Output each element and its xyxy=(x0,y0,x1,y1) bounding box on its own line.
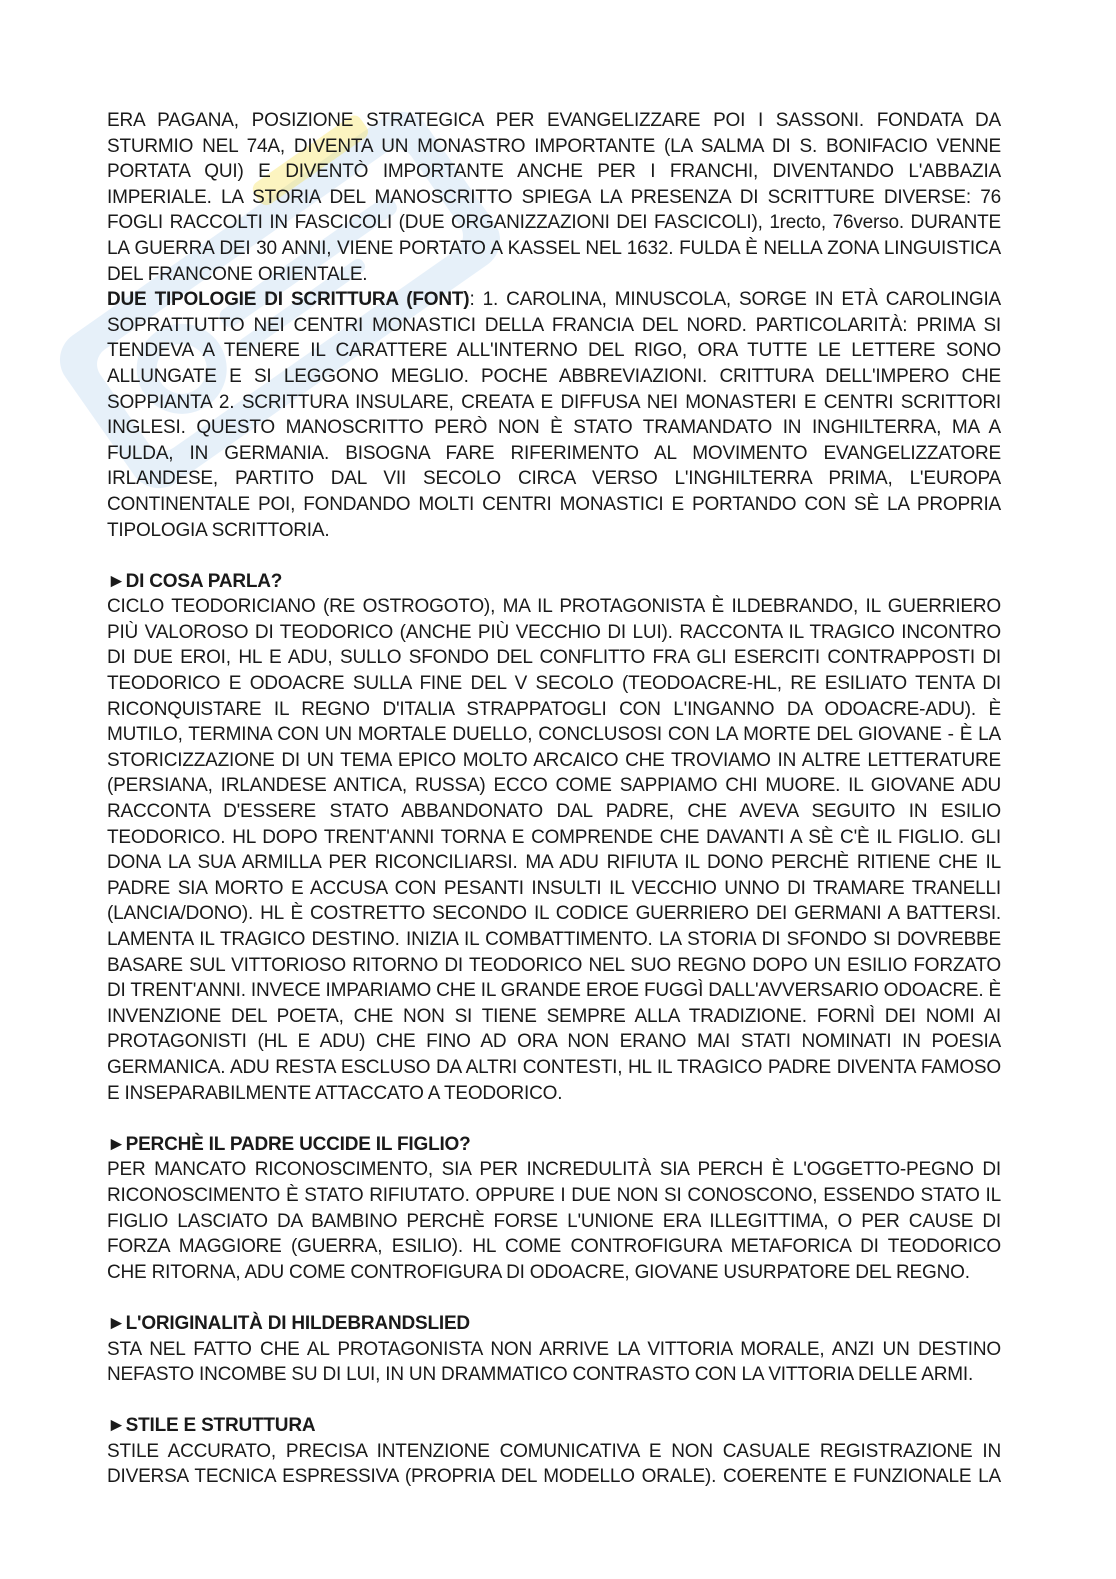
section-text: STILE ACCURATO, PRECISA INTENZIONE COMUNICATIVA E NON CASUALE REGISTRAZIONE IN DIVERSA TECNICA ESPRESSIVA (PROPRIA DEL MODELLO ORALE). COERENTE E FUNZIONALE LA xyxy=(107,1440,1001,1488)
intro-paragraph: ERA PAGANA, POSIZIONE STRATEGICA PER EVANGELIZZARE POI I SASSONI. FONDATA DA STURMIO NEL 74A, DIVENTA UN MONASTRO IMPORTANTE (LA SALMA DI S. BONIFACIO VENNE PORTATA QUI) E DIVENTÒ IMPORTANTE ANCHE PER I FRANCHI, DIVENTANDO L'ABBAZIA IMPERIALE. LA STORIA DEL MANOSCRITTO SPIEGA LA PRESENZA DI SCRITTURE DIVERSE: 76 FOGLI RACCOLTI IN FASCICOLI (DUE ORGANIZZAZIONI DEI FASCICOLI), 1recto, 76verso. DURANTE LA GUERRA DEI 30 ANNI, VIENE PORTATO A KASSEL NEL 1632. FULDA È NELLA ZONA LINGUISTICA DEL FRANCONE ORIENTALE. xyxy=(107,110,1001,285)
section-heading: ►STILE E STRUTTURA xyxy=(107,1415,316,1437)
section-stile-struttura xyxy=(107,1413,1001,1490)
scrittura-text: : 1. CAROLINA, MINUSCOLA, SORGE IN ETÀ CAROLINGIA SOPRATTUTTO NEI CENTRI MONASTICI DELLA FRANCIA DEL NORD. PARTICOLARITÀ: PRIMA SI TENDEVA A TENERE IL CARATTERE ALL'INTERNO DEL RIGO, ORA TUTTE LE LETTERE SONO ALLUNGATE E SI LEGGONO MEGLIO. POCHE ABBREVIAZIONI. CRITTURA DELL'IMPERO CHE SOPPIANTA 2. SCRITTURA INSULARE, CREATA E DIFFUSA NEI MONASTERI E CENTRI SCRITTORI INGLESI. QUESTO MANOSCRITTO PERÒ NON È STATO TRAMANDATO IN INGHILTERRA, MA A FULDA, IN GERMANIA. BISOGNA FARE RIFERIMENTO AL MOVIMENTO EVANGELIZZATORE IRLANDESE, PARTITO DAL VII SECOLO CIRCA VERSO L'INGHILTERRA PRIMA, L'EUROPA CONTINENTALE POI, FONDANDO MOLTI CENTRI MONASTICI E PORTANDO CON SÈ LA PROPRIA TIPOLOGIA SCRITTORIA. xyxy=(107,289,1001,541)
scrittura-paragraph xyxy=(107,287,1001,543)
section-perche-il-padre xyxy=(107,1132,1001,1286)
section-text: STA NEL FATTO CHE AL PROTAGONISTA NON ARRIVE LA VITTORIA MORALE, ANZI UN DESTINO NEFASTO INCOMBE SU DI LUI, IN UN DRAMMATICO CONTRASTO CON LA VITTORIA DELLE ARMI. xyxy=(107,1338,1001,1386)
section-heading: ►L'ORIGINALITÀ DI HILDEBRANDSLIED xyxy=(107,1312,470,1334)
scrittura-lead: DUE TIPOLOGIE DI SCRITTURA (FONT) xyxy=(107,289,470,311)
section-originalita xyxy=(107,1311,1001,1388)
section-heading: ►DI COSA PARLA? xyxy=(107,570,283,592)
document-page xyxy=(107,108,1001,1490)
section-di-cosa-parla xyxy=(107,569,1001,1106)
section-text: PER MANCATO RICONOSCIMENTO, SIA PER INCREDULITÀ SIA PERCH È L'OGGETTO-PEGNO DI RICONOSCIMENTO È STATO RIFIUTATO. OPPURE I DUE NON SI CONOSCONO, ESSENDO STATO IL FIGLIO LASCIATO DA BAMBINO PERCHÈ FORSE L'UNIONE ERA ILLEGITTIMA, O PER CAUSE DI FORZA MAGGIORE (GUERRA, ESILIO). HL COME CONTROFIGURA METAFORICA DI TEODORICO CHE RITORNA, ADU COME CONTROFIGURA DI ODOACRE, GIOVANE USURPATORE DEL REGNO. xyxy=(107,1159,1001,1283)
section-text: CICLO TEODORICIANO (RE OSTROGOTO), MA IL PROTAGONISTA È ILDEBRANDO, IL GUERRIERO PIÙ VALOROSO DI TEODORICO (ANCHE PIÙ VECCHIO DI LUI). RACCONTA IL TRAGICO INCONTRO DI DUE EROI, HL E ADU, SULLO SFONDO DEL CONFLITTO FRA GLI ESERCITI CONTRAPPOSTI DI TEODORICO E ODOACRE SULLA FINE DEL V SECOLO (TEODOACRE-HL, RE ESILIATO TENTA DI RICONQUISTARE IL REGNO D'ITALIA STRAPPATOGLI CON L'INGANNO DA ODOACRE-ADU). È MUTILO, TERMINA CON UN MORTALE DUELLO, CONCLUSOSI CON LA MORTE DEL GIOVANE - È LA STORICIZZAZIONE DI UN TEMA EPICO MOLTO ARCAICO CHE TROVIAMO IN ALTRE LETTERATURE (PERSIANA, IRLANDESE ANTICA, RUSSA) ECCO COME SAPPIAMO CHI MUORE. IL GIOVANE ADU RACCONTA D'ESSERE STATO ABBANDONATO DAL PADRE, CHE AVEVA SEGUITO IN ESILIO TEODORICO. HL DOPO TRENT'ANNI TORNA E COMPRENDE CHE DAVANTI A SÈ C'È IL FIGLIO. GLI DONA LA SUA ARMILLA PER RICONCILIARSI. MA ADU RIFIUTA IL DONO PERCHÈ RITIENE CHE IL PADRE SIA MORTO E ACCUSA CON PESANTI INSULTI IL VECCHIO UNNO DI TRAMARE TRANELLI (LANCIA/DONO). HL È COSTRETTO SECONDO IL CODICE GUERRIERO DEI GERMANI A BATTERSI. LAMENTA IL TRAGICO DESTINO. INIZIA IL COMBATTIMENTO. LA STORIA DI SFONDO SI DOVREBBE BASARE SUL VITTORIOSO RITORNO DI TEODORICO NEL SUO REGNO DOPO UN ESILIO FORZATO DI TRENT'ANNI. INVECE IMPARIAMO CHE IL GRANDE EROE FUGGÌ DALL'AVVERSARIO ODOACRE. È INVENZIONE DEL POETA, CHE NON SI TIENE SEMPRE ALLA TRADIZIONE. FORNÌ DEI NOMI AI PROTAGONISTI (HL E ADU) CHE FINO AD ORA NON ERANO MAI STATI NOMINATI IN POESIA GERMANICA. ADU RESTA ESCLUSO DA ALTRI CONTESTI, HL IL TRAGICO PADRE DIVENTA FAMOSO E INSEPARABILMENTE ATTACCATO A TEODORICO. xyxy=(107,596,1001,1104)
section-heading: ►PERCHÈ IL PADRE UCCIDE IL FIGLIO? xyxy=(107,1133,471,1155)
